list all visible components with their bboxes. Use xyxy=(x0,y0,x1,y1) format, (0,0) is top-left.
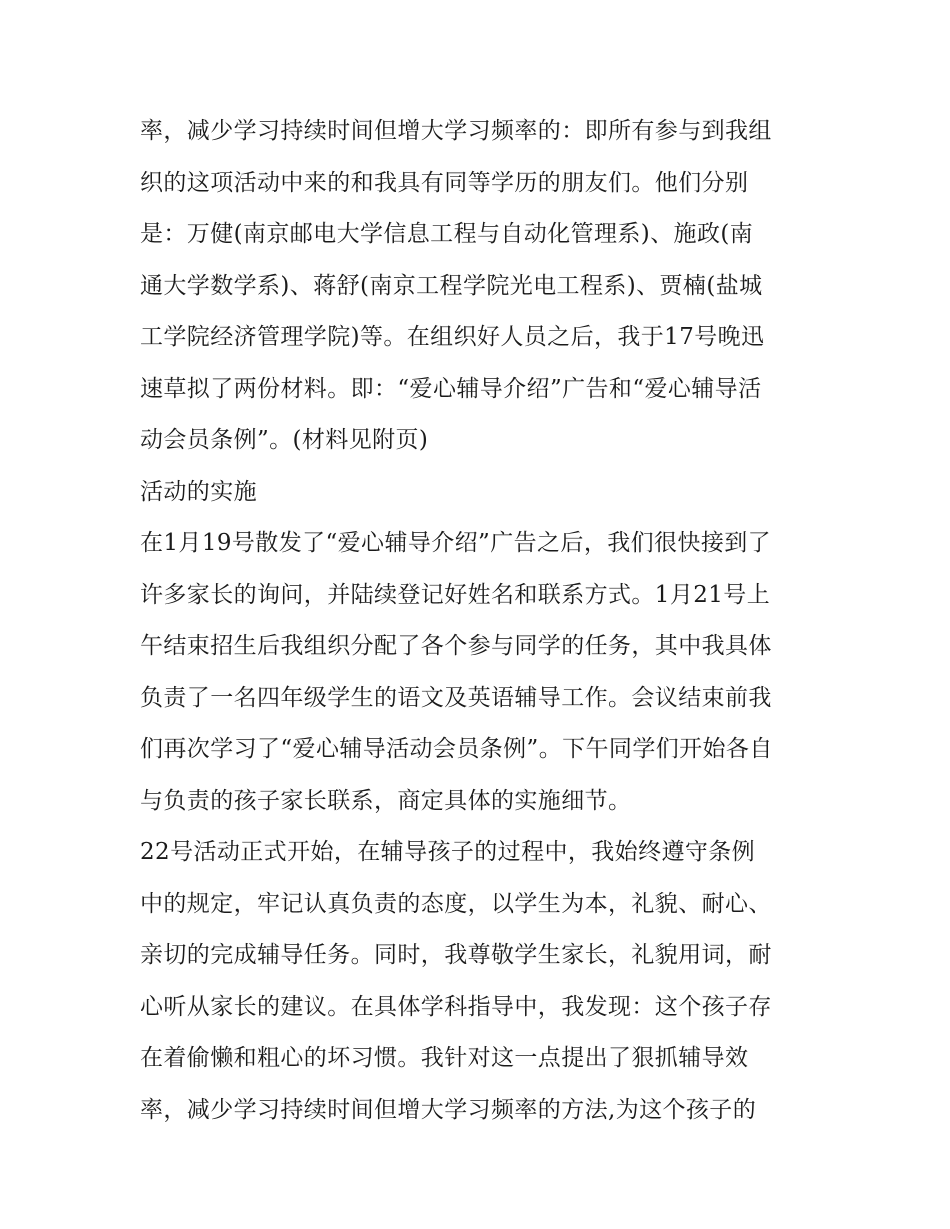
text-line: 在着偷懒和粗心的坏习惯。我针对这一点提出了狠抓辅导效 xyxy=(140,1045,749,1071)
text-line: 们再次学习了“爱心辅导活动会员条例”。下午同学们开始各自 xyxy=(140,736,773,762)
text-line: 亲切的完成辅导任务。同时，我尊敬学生家长，礼貌用词，耐 xyxy=(140,942,772,968)
document-body xyxy=(140,106,820,1136)
text-line: 负责了一名四年级学生的语文及英语辅导工作。会议结束前我 xyxy=(140,684,772,711)
text-line: 许多家长的询问，并陆续登记好姓名和联系方式。1月21号上 xyxy=(140,581,771,608)
text-line: 中的规定，牢记认真负责的态度，以学生为本，礼貌、耐心、 xyxy=(140,890,772,917)
text-line: 织的这项活动中来的和我具有同等学历的朋友们。他们分别 xyxy=(140,169,749,196)
text-line: 动会员条例”。(材料见附页) xyxy=(140,427,429,453)
text-line: 是：万健(南京邮电大学信息工程与自动化管理系)、施政(南 xyxy=(140,221,754,247)
text-line: 速草拟了两份材料。即：“爱心辅导介绍”广告和“爱心辅导活 xyxy=(140,375,762,402)
text-line: 工学院经济管理学院)等。在组织好人员之后，我于17号晚迅 xyxy=(140,324,765,350)
section-heading: 活动的实施 xyxy=(140,478,257,505)
text-line: 率，减少学习持续时间但增大学习频率的：即所有参与到我组 xyxy=(140,118,772,144)
text-line: 与负责的孩子家长联系，商定具体的实施细节。 xyxy=(140,787,632,814)
text-line: 在1月19号散发了“爱心辅导介绍”广告之后，我们很快接到了 xyxy=(140,530,772,556)
text-line: 心听从家长的建议。在具体学科指导中，我发现：这个孩子存 xyxy=(140,993,772,1020)
text-line: 率，减少学习持续时间但增大学习频率的方法,为这个孩子的 xyxy=(140,1096,757,1123)
text-line: 22号活动正式开始，在辅导孩子的过程中，我始终遵守条例 xyxy=(140,839,756,865)
text-line: 通大学数学系)、蒋舒(南京工程学院光电工程系)、贾楠(盐城 xyxy=(140,272,763,299)
text-line: 午结束招生后我组织分配了各个参与同学的任务，其中我具体 xyxy=(140,633,772,659)
